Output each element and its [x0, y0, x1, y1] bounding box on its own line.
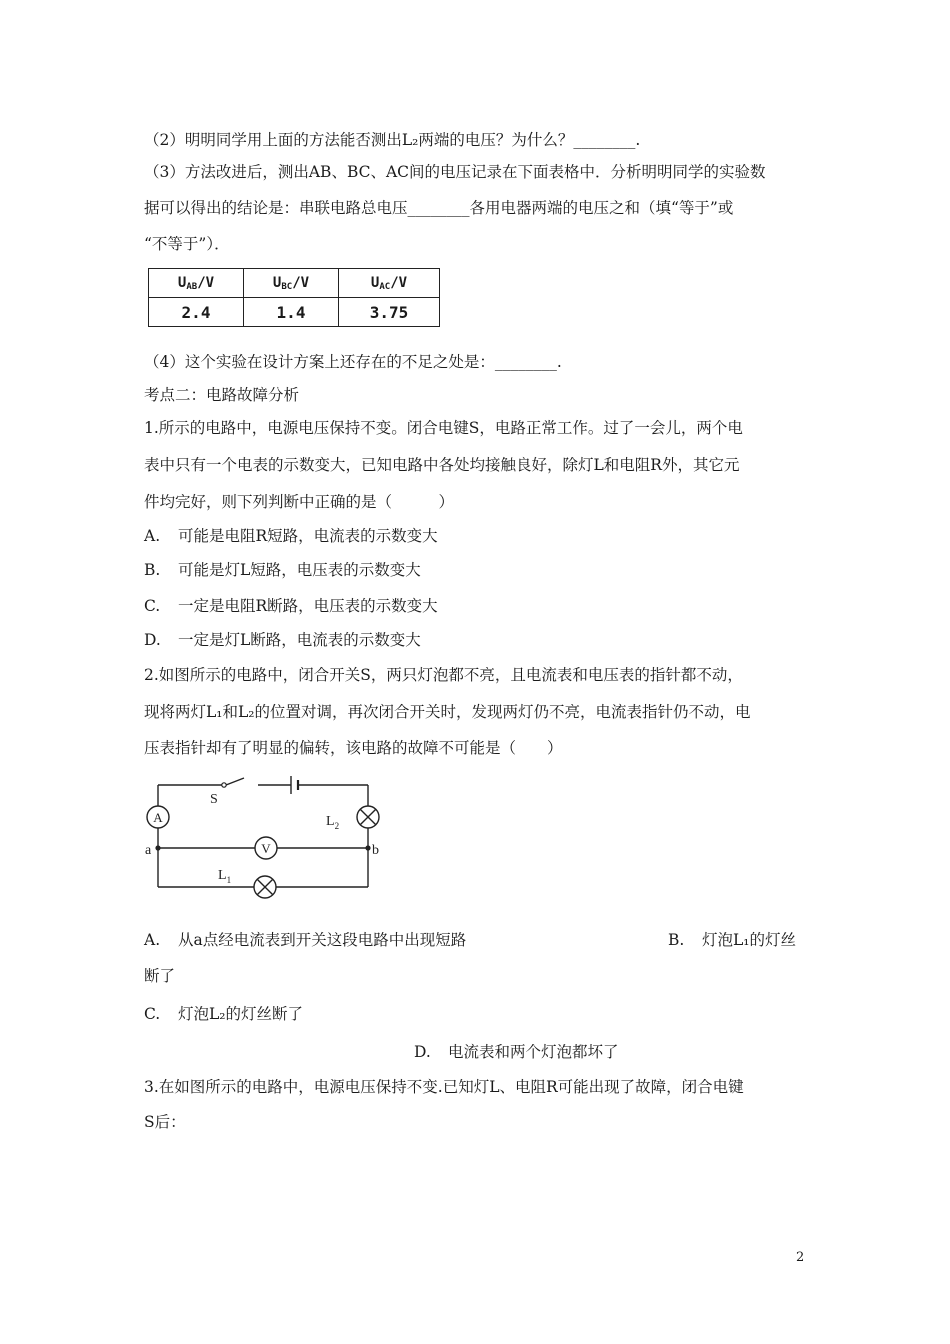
junction-a [155, 845, 160, 850]
page-number: 2 [796, 1250, 805, 1265]
lamp-l2-icon [357, 806, 379, 828]
ammeter-label: A [153, 810, 163, 825]
problem-2-option-d[interactable]: D. 电流表和两个灯泡都坏了 [414, 1043, 619, 1061]
problem-3-line2: S后： [144, 1113, 186, 1131]
problem-1-line2: 表中只有一个电表的示数变大，已知电路中各处均接触良好，除灯L和电阻R外，其它元 [144, 456, 740, 474]
switch-label: S [210, 792, 218, 807]
problem-2-line1: 2.如图所示的电路中，闭合开关S，两只灯泡都不亮，且电流表和电压表的指针都不动， [144, 666, 743, 684]
voltage-table [148, 268, 440, 327]
problem-1-option-c[interactable]: C. 一定是电阻R断路，电压表的示数变大 [144, 597, 438, 615]
table-header-row [149, 269, 440, 298]
value-uac: 3.75 [339, 298, 440, 327]
question-3-line3: “不等于”）． [144, 235, 230, 253]
junction-b [365, 845, 370, 850]
circuit-diagram [140, 770, 390, 900]
header-ubc: $U_{BC}/V$ [244, 269, 339, 298]
lamp-l2-label: $L_2$ [326, 814, 340, 831]
lamp-l1-icon [254, 876, 276, 898]
problem-2-option-b-continued: 断了 [144, 967, 176, 985]
problem-1-line1: 1.所示的电路中，电源电压保持不变。闭合电键S，电路正常工作。过了一会儿，两个电 [144, 419, 743, 437]
node-b-label: b [372, 843, 379, 858]
problem-2-option-b[interactable]: B. 灯泡L₁的灯丝 [668, 931, 797, 949]
voltmeter-icon [255, 837, 277, 859]
problem-3-line1: 3.在如图所示的电路中，电源电压保持不变.已知灯L、电阻R可能出现了故障，闭合电键 [144, 1078, 744, 1096]
table-row [149, 298, 440, 327]
question-3-line1: （3）方法改进后，测出AB、BC、AC间的电压记录在下面表格中．分析明明同学的实验数 [144, 163, 766, 181]
lamp-l1-label: $L_1$ [218, 868, 232, 885]
problem-2-line3: 压表指针却有了明显的偏转，该电路的故障不可能是（ ） [144, 739, 563, 757]
problem-1-option-a[interactable]: A. 可能是电阻R短路，电流表的示数变大 [144, 527, 438, 545]
problem-1-option-b[interactable]: B. 可能是灯L短路，电压表的示数变大 [144, 561, 421, 579]
ammeter-icon [147, 806, 169, 828]
section-title: 考点二：电路故障分析 [144, 386, 300, 404]
problem-2-option-a[interactable]: A. 从a点经电流表到开关这段电路中出现短路 [144, 931, 467, 949]
voltmeter-label: V [261, 841, 271, 856]
problem-2-option-c[interactable]: C. 灯泡L₂的灯丝断了 [144, 1005, 304, 1023]
node-a-label: a [145, 843, 152, 858]
problem-1-line3: 件均完好，则下列判断中正确的是（ ） [144, 493, 455, 511]
header-uab: $U_{AB}/V$ [149, 269, 244, 298]
header-uac: $U_{AC}/V$ [339, 269, 440, 298]
question-4-text: （4）这个实验在设计方案上还存在的不足之处是：________. [144, 353, 562, 371]
question-2-text: （2）明明同学用上面的方法能否测出L₂两端的电压？为什么？________. [144, 131, 641, 149]
value-uab: 2.4 [149, 298, 244, 327]
problem-1-option-d[interactable]: D. 一定是灯L断路，电流表的示数变大 [144, 631, 421, 649]
value-ubc: 1.4 [244, 298, 339, 327]
problem-2-line2: 现将两灯L₁和L₂的位置对调，再次闭合开关时，发现两灯仍不亮，电流表指针仍不动，电 [144, 703, 751, 721]
switch-pivot [222, 783, 226, 787]
question-3-line2: 据可以得出的结论是：串联电路总电压________各用电器两端的电压之和（填“等于”或 [144, 199, 734, 217]
